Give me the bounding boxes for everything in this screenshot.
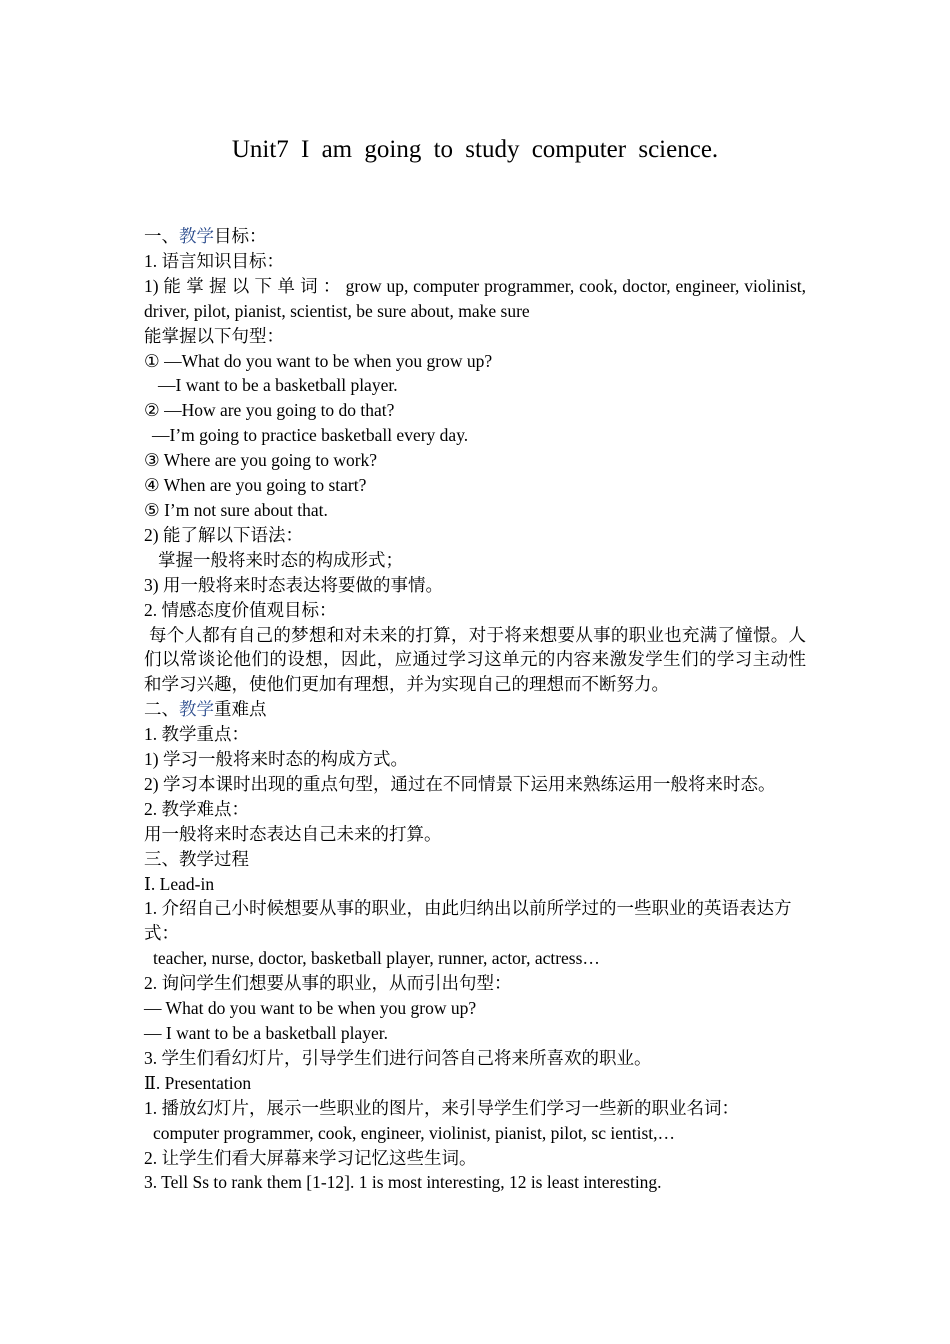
lead-in-item-1: 1. 介绍自己小时候想要从事的职业，由此归纳出以前所学过的一些职业的英语表达方式： [144,898,792,944]
document-body [144,224,806,1195]
presentation-item-3: 3. Tell Ss to rank them [1-12]. 1 is most interesting, 12 is least interesting. [144,1172,662,1193]
subheading-focus: 1. 教学重点： [144,724,249,745]
subheading-attitude-goals: 2. 情感态度价值观目标： [144,599,337,620]
pattern-2-question: ② —How are you going to do that? [144,400,395,421]
pattern-5: ⑤ I’m not sure about that. [144,499,328,520]
heading-prefix: 二、 [144,699,179,720]
pattern-3: ③ Where are you going to work? [144,450,378,471]
heading-suffix: 目标： [214,226,267,246]
grammar-label: 2) 能了解以下语法： [144,524,303,545]
new-occupations-list: computer programmer, cook, engineer, violinist, pianist, pilot, sc ientist,… [153,1122,676,1143]
pattern-1-answer: —I want to be a basketball player. [158,375,398,396]
lead-in-answer: — I want to be a basketball player. [144,1023,388,1043]
subheading-difficulty: 2. 教学难点： [144,798,249,819]
presentation-item-2: 2. 让学生们看大屏幕来学习记忆这些生词。 [144,1147,477,1168]
step-presentation: Ⅱ. Presentation [144,1072,252,1093]
occupations-list: teacher, nurse, doctor, basketball player, runner, actor, actress… [153,948,600,969]
heading-link-text: 教学 [179,226,214,246]
pattern-1-question: ① —What do you want to be when you grow up? [144,350,493,371]
heading-prefix: 一、 [144,226,179,246]
section-heading-process: 三、教学过程 [144,848,249,869]
section-heading-objectives [144,224,806,249]
sentence-patterns-label: 能掌握以下句型： [144,325,284,346]
document-title: Unit7 I am going to study computer science. [231,136,719,163]
heading-suffix: 重难点 [214,699,267,720]
presentation-item-1: 1. 播放幻灯片，展示一些职业的图片，来引导学生们学习一些新的职业名词： [144,1097,739,1118]
lead-in-item-3: 3. 学生们看幻灯片，引导学生们进行问答自己将来所喜欢的职业。 [144,1047,652,1068]
heading-link-text: 教学 [179,699,214,720]
grammar-item: 掌握一般将来时态的构成形式； [158,549,403,570]
difficulty-item: 用一般将来时态表达自己未来的打算。 [144,823,442,844]
usage-item: 3) 用一般将来时态表达将要做的事情。 [144,574,443,595]
lead-in-item-2: 2. 询问学生们想要从事的职业，从而引出句型： [144,973,512,994]
attitude-paragraph: 每个人都有自己的梦想和对未来的打算，对于将来想要从事的职业也充满了憧憬。人们以常谈论他们的设想，因此，应通过学习这单元的内容来激发学生们的学习主动性和学习兴趣，使他们更加有理想，并为实现自己的理想而不断努力。 [144,624,806,695]
subheading-language-goals: 1. 语言知识目标： [144,250,284,271]
step-lead-in: Ⅰ. Lead-in [144,873,215,894]
vocabulary-paragraph: 1) 能 掌 握 以 下 单 词 ： grow up, computer programmer, cook, doctor, engineer, violinist, driver, pilot, pianist, scientist, be sure about, make sure [144,275,806,321]
focus-item-1: 1) 学习一般将来时态的构成方式。 [144,749,408,770]
section-heading-key-points [144,697,806,722]
lead-in-question: — What do you want to be when you grow up? [144,998,477,1019]
focus-item-2: 2) 学习本课时出现的重点句型，通过在不同情景下运用来熟练运用一般将来时态。 [144,773,776,794]
pattern-2-answer: —I’m going to practice basketball every day. [152,425,469,446]
pattern-4: ④ When are you going to start? [144,475,367,496]
